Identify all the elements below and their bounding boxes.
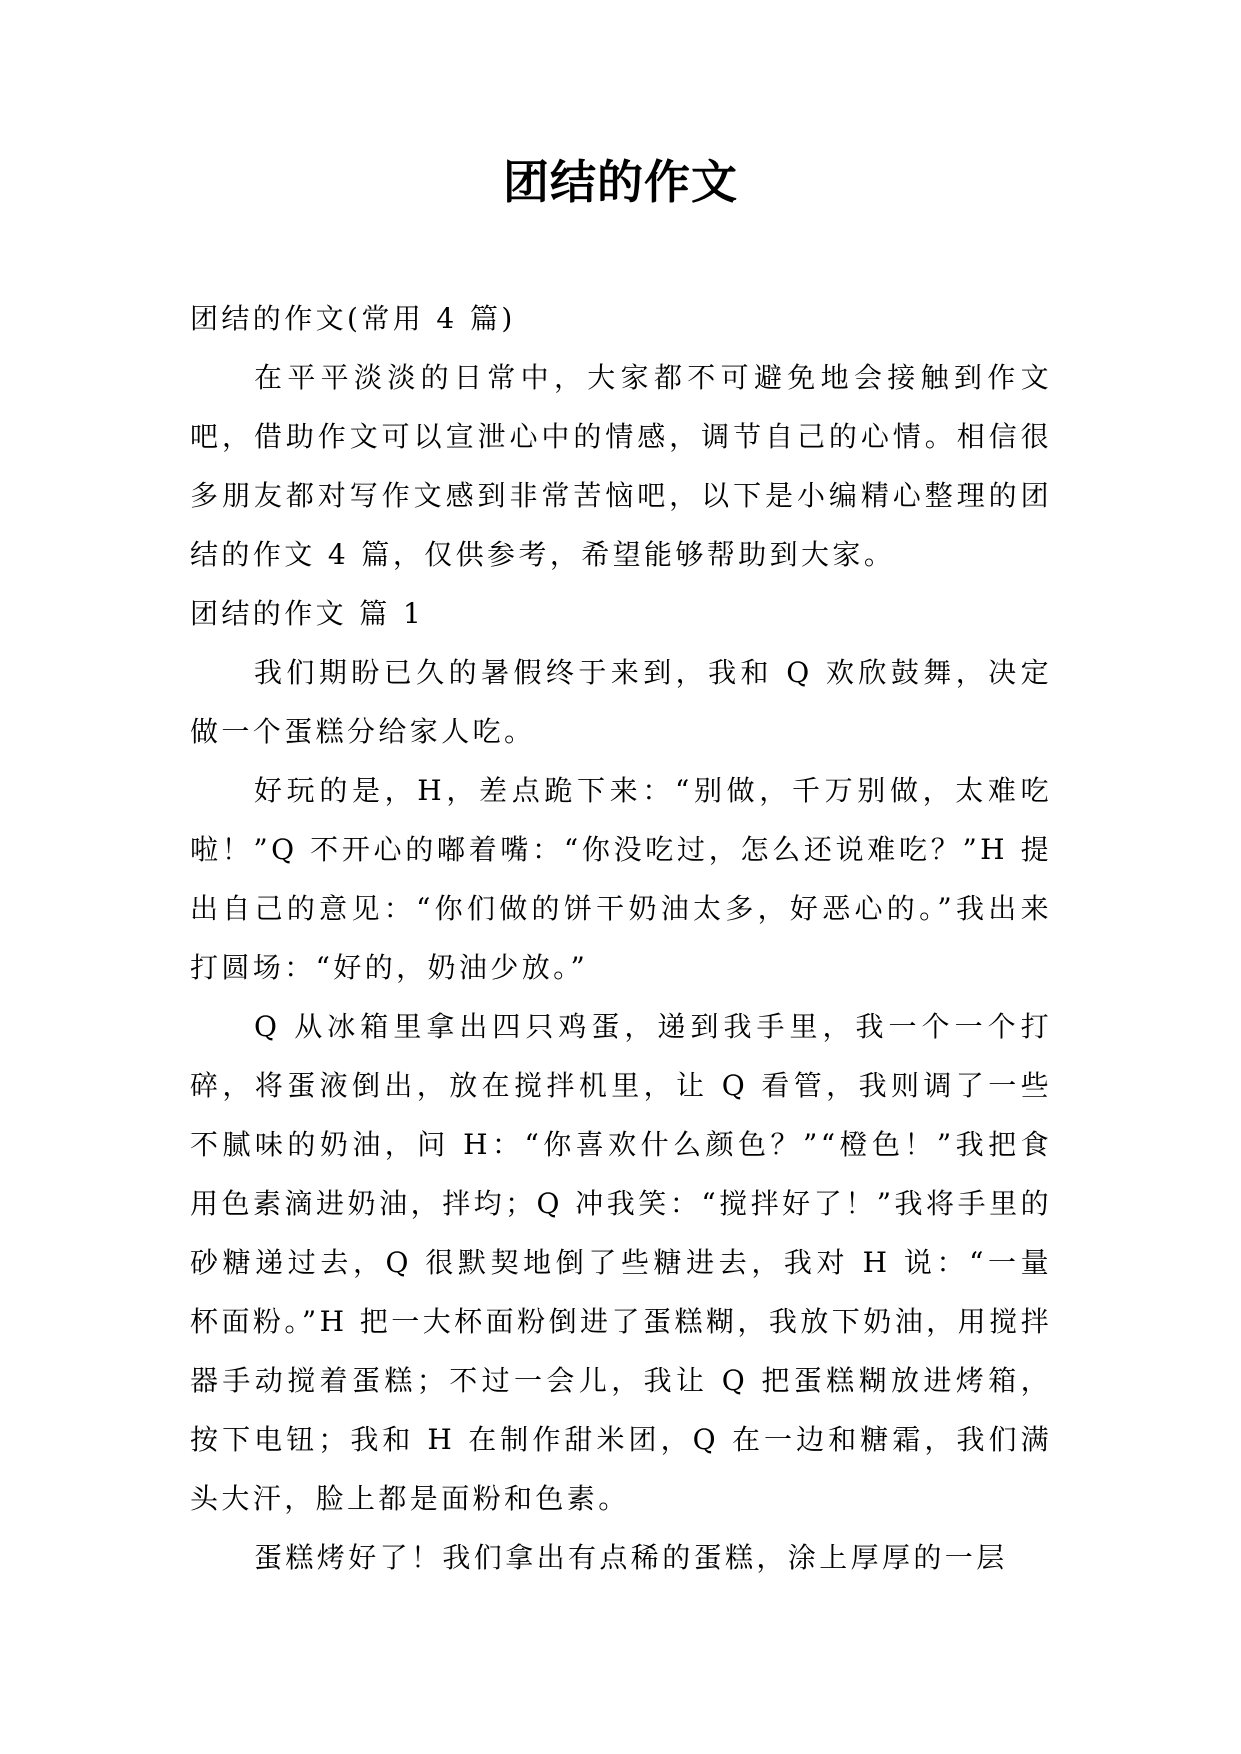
- body-paragraph: 蛋糕烤好了！我们拿出有点稀的蛋糕，涂上厚厚的一层: [254, 1541, 1008, 1574]
- document-body: [190, 289, 1052, 1587]
- section-heading: 团结的作文 篇 1: [190, 597, 425, 630]
- document-subtitle: 团结的作文(常用 4 篇): [190, 302, 516, 335]
- document-title: 团结的作文: [503, 155, 738, 209]
- body-paragraph: 好玩的是，H，差点跪下来：“别做，千万别做，太难吃啦！”Q 不开心的嘟着嘴：“你没吃过，怎么还说难吃？”H 提出自己的意见：“你们做的饼干奶油太多，好恶心的。”我出来打圆场：“好的，奶油少放。”: [190, 774, 1052, 984]
- body-paragraph: 我们期盼已久的暑假终于来到，我和 Q 欢欣鼓舞，决定做一个蛋糕分给家人吃。: [190, 656, 1052, 748]
- intro-paragraph: 在平平淡淡的日常中，大家都不可避免地会接触到作文吧，借助作文可以宣泄心中的情感，调节自己的心情。相信很多朋友都对写作文感到非常苦恼吧，以下是小编精心整理的团结的作文 4 篇，仅供参考，希望能够帮助到大家。: [190, 361, 1052, 571]
- body-paragraph: Q 从冰箱里拿出四只鸡蛋，递到我手里，我一个一个打碎，将蛋液倒出，放在搅拌机里，让 Q 看管，我则调了一些不腻味的奶油，问 H：“你喜欢什么颜色？”“橙色！”我把食用色素滴进奶油，拌均；Q 冲我笑：“搅拌好了！”我将手里的砂糖递过去，Q 很默契地倒了些糖进去，我对 H 说：“一量杯面粉。”H 把一大杯面粉倒进了蛋糕糊，我放下奶油，用搅拌器手动搅着蛋糕；不过一会儿，我让 Q 把蛋糕糊放进烤箱，按下电钮；我和 H 在制作甜米团，Q 在一边和糖霜，我们满头大汗，脸上都是面粉和色素。: [190, 1010, 1052, 1515]
